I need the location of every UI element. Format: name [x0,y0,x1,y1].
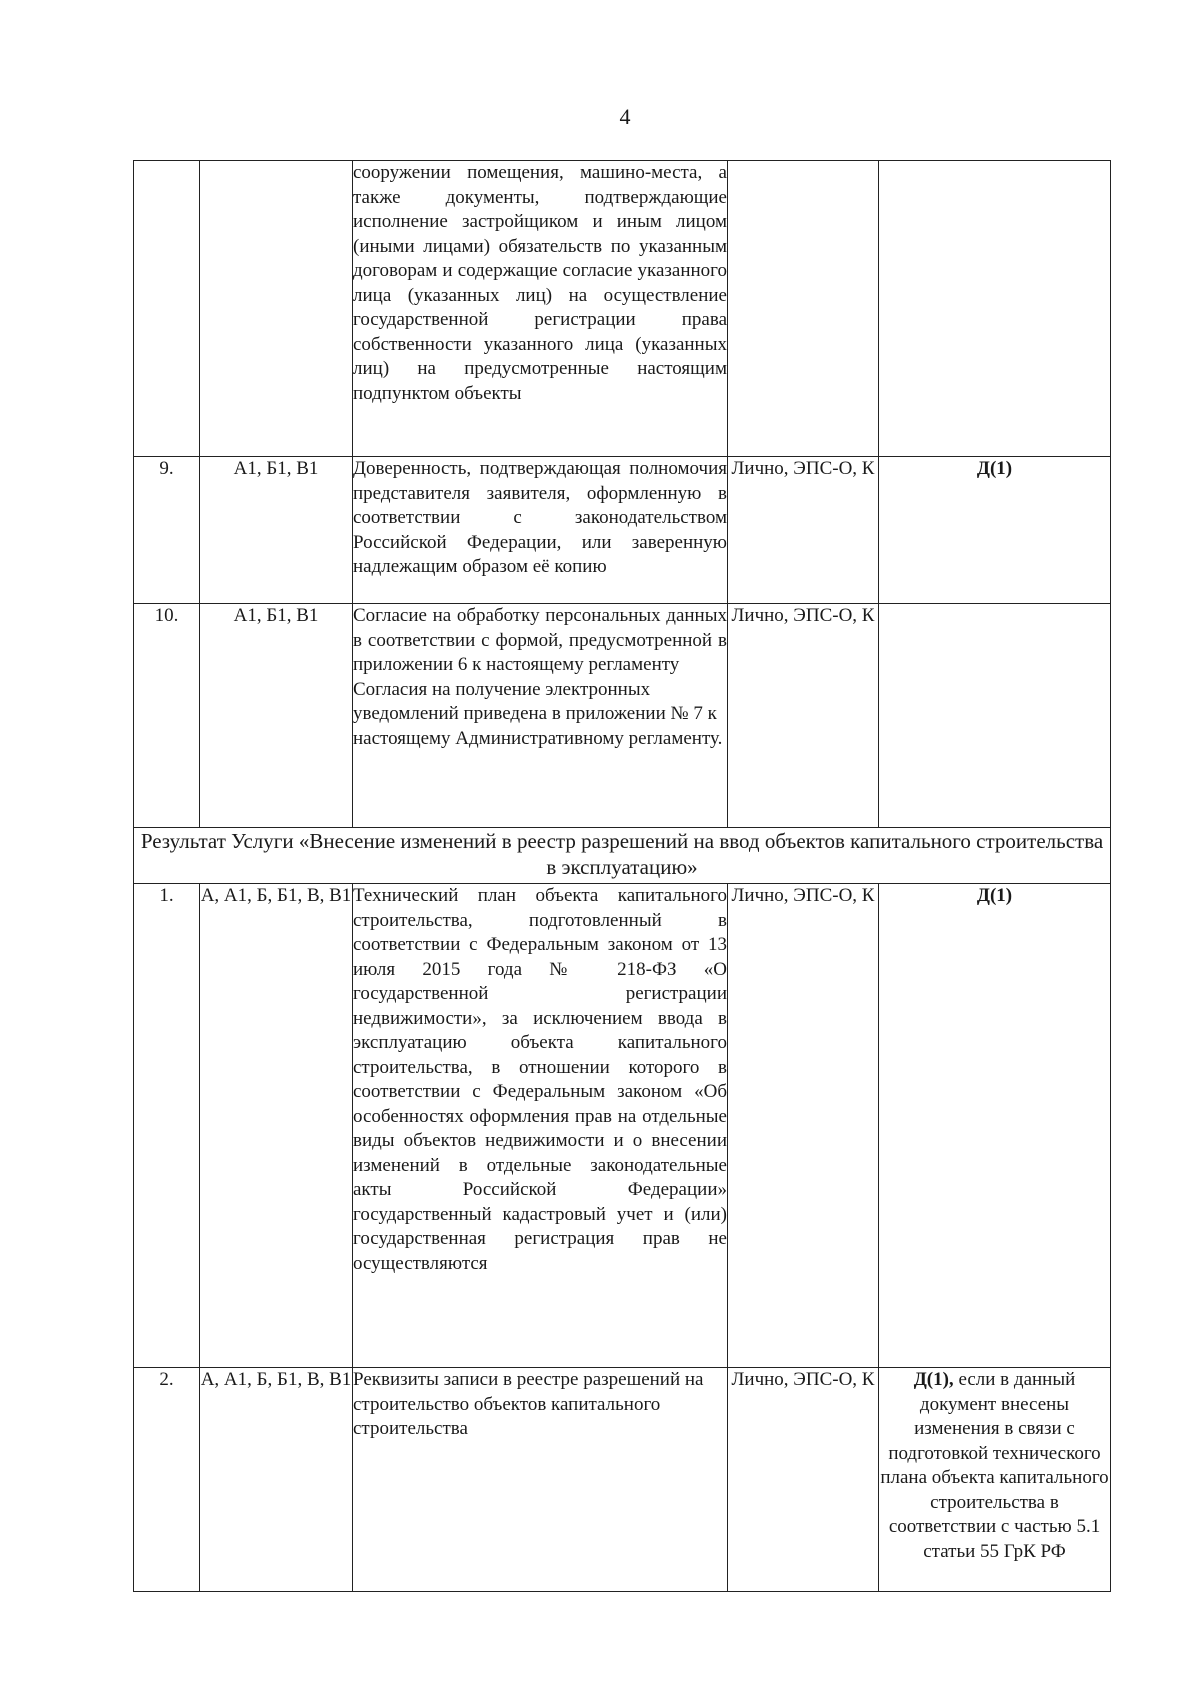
result-code: Д(1) [879,457,1111,604]
submission-method: Лично, ЭПС-О, К [728,604,879,828]
document-description: Доверенность, подтверждающая полномочия представителя заявителя, оформленную в соответствии с законодательством Российской Федерации, или заверенную надлежащим образом её копию [353,457,728,604]
table-row [134,1368,1111,1592]
document-description: Технический план объекта капитального строительства, подготовленный в соответствии с Федеральным законом от 13 июля 2015 года № 218-ФЗ «О государственной регистрации недвижимости», за исключением ввода в эксплуатацию объекта капитального строительства, в отношении которого в соответствии с Федеральным законом «Об особенностях оформления прав на отдельные виды объектов недвижимости и о внесении изменений в отдельные законодательные акты Российской Федерации» государственный кадастровый учет и (или) государственная регистрация прав не осуществляются [353,884,728,1368]
submission-method: Лично, ЭПС-О, К [728,884,879,1368]
applicant-categories: А1, Б1, В1 [200,457,353,604]
document-description: Реквизиты записи в реестре разрешений на строительство объектов капитального строительства [353,1368,728,1592]
row-number: 2. [134,1368,200,1592]
section-header: Результат Услуги «Внесение изменений в реестр разрешений на ввод объектов капитального строительства в эксплуатацию» [134,828,1111,884]
row-number: 9. [134,457,200,604]
applicant-categories: А1, Б1, В1 [200,604,353,828]
table-row [134,161,1111,457]
applicant-categories [200,161,353,457]
row-number [134,161,200,457]
result-code: Д(1), если в данный документ внесены изменения в связи с подготовкой технического плана объекта капитального строительства в соответствии с частью 5.1 статьи 55 ГрК РФ [879,1368,1111,1592]
page-number: 4 [619,104,631,129]
submission-method: Лично, ЭПС-О, К [728,1368,879,1592]
table-row [134,604,1111,828]
row-number: 1. [134,884,200,1368]
applicant-categories: А, А1, Б, Б1, В, В1 [200,884,353,1368]
table-row [134,884,1111,1368]
submission-method: Лично, ЭПС-О, К [728,457,879,604]
documents-table [133,160,1111,1592]
result-code [879,604,1111,828]
submission-method [728,161,879,457]
applicant-categories: А, А1, Б, Б1, В, В1 [200,1368,353,1592]
result-code [879,161,1111,457]
result-code: Д(1) [879,884,1111,1368]
document-description: сооружении помещения, машино-места, а также документы, подтверждающие исполнение застройщиком и иным лицом (иными лицами) обязательств по указанным договорам и содержащие согласие указанного лица (указанных лиц) на осуществление государственной регистрации права собственности указанного лица (указанных лиц) на предусмотренные настоящим подпунктом объекты [353,161,728,457]
row-number: 10. [134,604,200,828]
document-description: Согласие на обработку персональных данных в соответствии с формой, предусмотренной в приложении 6 к настоящему регламенту Согласия на получение электронных уведомлений приведена в приложении № 7 к настоящему Административному регламенту. [353,604,728,828]
section-header-row [134,828,1111,884]
table-row [134,457,1111,604]
